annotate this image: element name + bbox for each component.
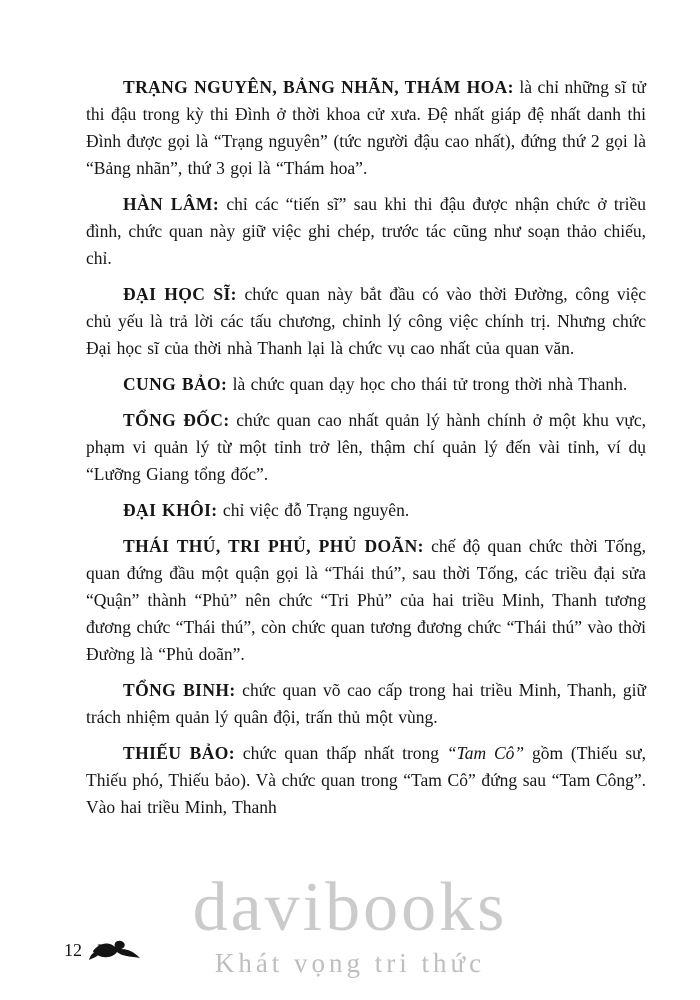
watermark-tagline: Khát vọng tri thức	[214, 948, 486, 978]
paragraph	[86, 497, 646, 524]
term-text: TỔNG BINH:	[123, 680, 236, 700]
paragraph	[86, 281, 646, 362]
body-text: gồm (Thiếu sư, Thiếu phó, Thiếu bảo). Và chức quan trong “Tam Cô” đứng sau “Tam Công”. Vào hai triều Minh, Thanh	[86, 743, 647, 817]
body-text: chức quan này bắt đầu có vào thời Đường, công việc chủ yếu là trả lời các tấu chương, chỉnh lý công việc chính trị. Nhưng chức Đại học sĩ của thời nhà Thanh lại là chức vụ cao nhất của quan văn.	[86, 284, 646, 358]
page-footer	[64, 938, 142, 962]
paragraph	[86, 191, 646, 272]
italic-text: “Tam Cô”	[446, 743, 525, 763]
body-text: chỉ các “tiến sĩ” sau khi thi đậu được nhận chức ở triều đình, chức quan này giữ việc ghi chép, trước tác cũng như soạn thảo chiếu, chỉ.	[86, 194, 646, 268]
body-text: chế độ quan chức thời Tống, quan đứng đầu một quận gọi là “Thái thú”, sau thời Tống, các triều đại sửa “Quận” thành “Phủ” nên chức “Tri Phủ” của hai triều Minh, Thanh tương đương chức “Thái thú”, còn chức quan tương đương chức “Thái thú” vào thời Đường là “Phủ doãn”.	[86, 536, 646, 664]
term-text: THIẾU BẢO:	[123, 743, 235, 763]
term-text: HÀN LÂM:	[123, 194, 220, 214]
term-text: THÁI THÚ, TRI PHỦ, PHỦ DOÃN:	[123, 536, 424, 556]
term-text: ĐẠI HỌC SĨ:	[123, 284, 237, 304]
body-text: chức quan thấp nhất trong	[234, 743, 447, 763]
paragraph	[86, 371, 646, 398]
dragonfly-flourish-icon	[88, 938, 142, 962]
paragraph	[86, 740, 646, 821]
body-text: là chỉ những sĩ tử thi đậu trong kỳ thi Đình ở thời khoa cử xưa. Đệ nhất giáp đệ nhất danh thi Đình được gọi là “Trạng nguyên” (tức người đậu cao nhất), đứng thứ 2 gọi là “Bảng nhãn”, thứ 3 gọi là “Thám hoa”.	[86, 77, 646, 178]
page-number: 12	[64, 939, 82, 960]
body-text: là chức quan dạy học cho thái tử trong thời nhà Thanh.	[227, 374, 628, 394]
watermark-brand: davibooks	[192, 869, 508, 946]
paragraph	[86, 533, 646, 668]
body-text: chỉ việc đỗ Trạng nguyên.	[217, 500, 410, 520]
term-text: CUNG BẢO:	[123, 374, 228, 394]
body-text: chức quan cao nhất quản lý hành chính ở một khu vực, phạm vi quản lý từ một tỉnh trở lên, thậm chí quản lý đến vài tỉnh, ví dụ “Lưỡng Giang tổng đốc”.	[86, 410, 646, 484]
term-text: TỔNG ĐỐC:	[123, 410, 230, 430]
term-text: ĐẠI KHÔI:	[123, 500, 218, 520]
body-text: chức quan võ cao cấp trong hai triều Minh, Thanh, giữ trách nhiệm quản lý quân đội, trấn thủ một vùng.	[86, 680, 646, 727]
paragraph	[86, 677, 646, 731]
term-text: TRẠNG NGUYÊN, BẢNG NHÃN, THÁM HOA:	[123, 77, 514, 97]
paragraph	[86, 74, 646, 182]
text-block	[86, 74, 646, 830]
paragraph	[86, 407, 646, 488]
